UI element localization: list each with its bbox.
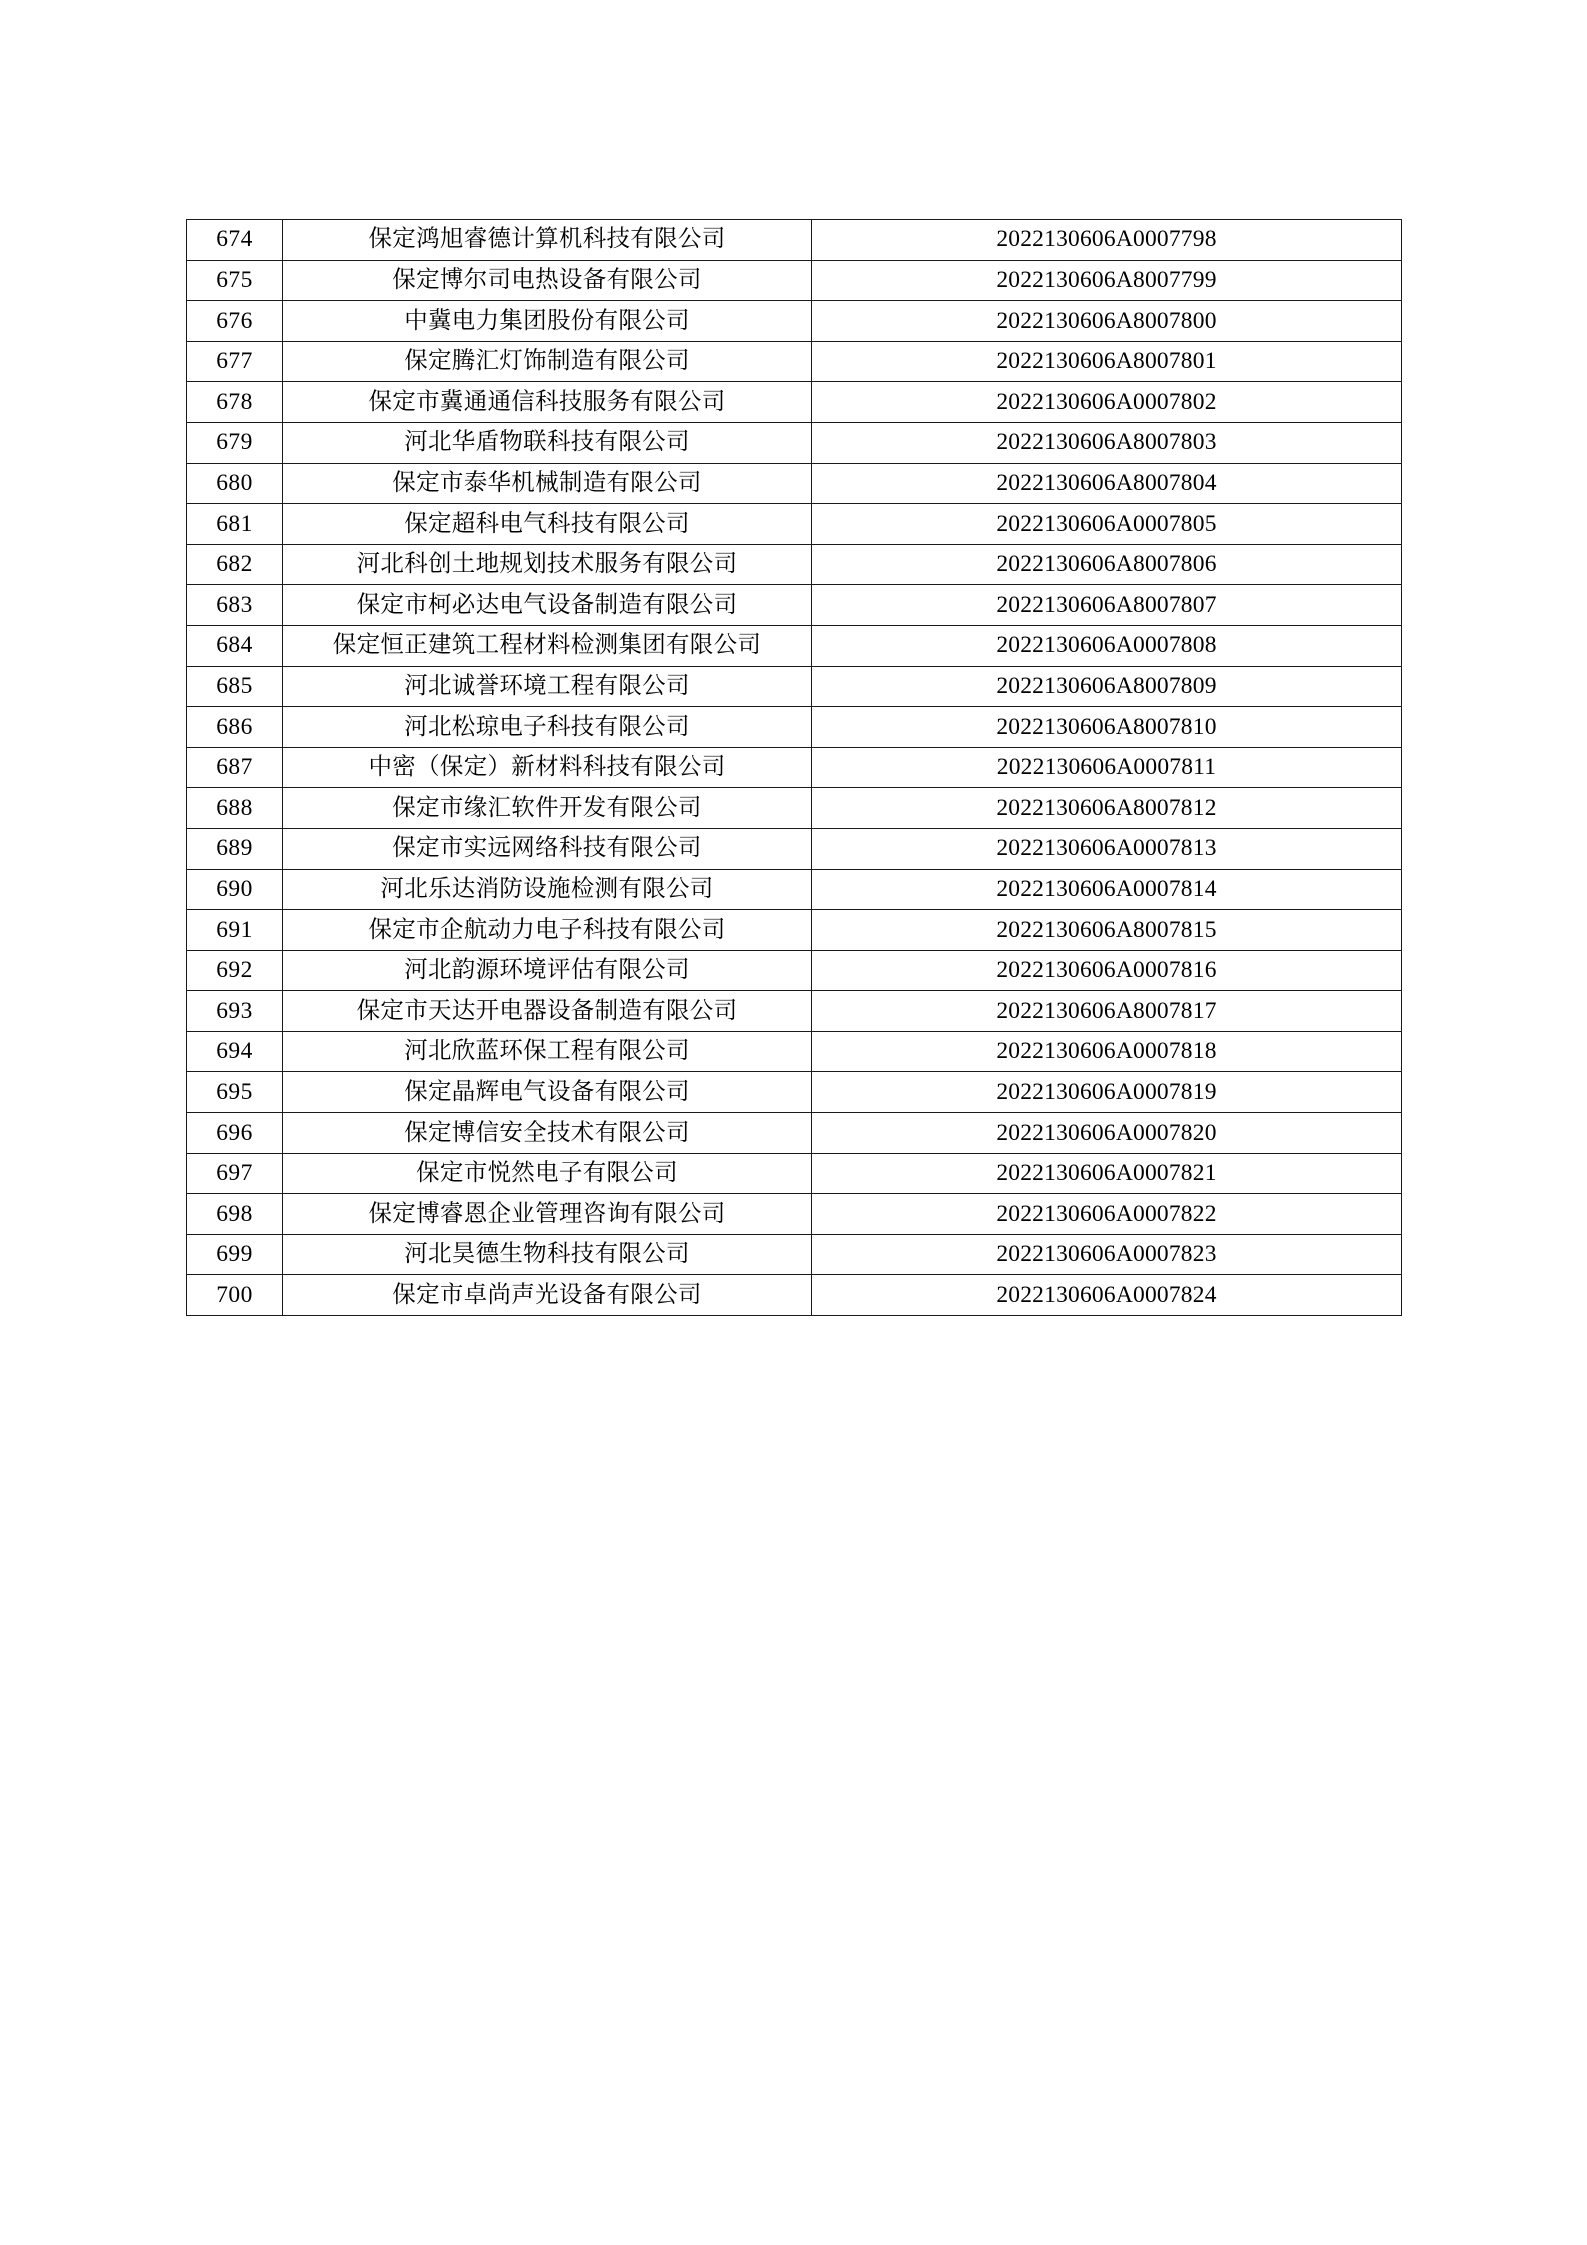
cell-company-name: 河北韵源环境评估有限公司 bbox=[283, 950, 812, 991]
cell-company-name: 保定市企航动力电子科技有限公司 bbox=[283, 910, 812, 951]
cell-company-name: 保定鸿旭睿德计算机科技有限公司 bbox=[283, 220, 812, 261]
cell-company-name: 保定博睿恩企业管理咨询有限公司 bbox=[283, 1194, 812, 1235]
cell-sequence-number: 695 bbox=[187, 1072, 283, 1113]
table-row bbox=[187, 544, 1402, 585]
cell-registration-code: 2022130606A0007798 bbox=[812, 220, 1402, 261]
cell-registration-code: 2022130606A8007812 bbox=[812, 788, 1402, 829]
table-row bbox=[187, 1031, 1402, 1072]
cell-sequence-number: 693 bbox=[187, 991, 283, 1032]
cell-registration-code: 2022130606A8007817 bbox=[812, 991, 1402, 1032]
cell-company-name: 河北科创土地规划技术服务有限公司 bbox=[283, 544, 812, 585]
cell-company-name: 保定博信安全技术有限公司 bbox=[283, 1113, 812, 1154]
registry-table bbox=[186, 219, 1402, 1316]
cell-registration-code: 2022130606A0007822 bbox=[812, 1194, 1402, 1235]
registry-table-body bbox=[187, 220, 1402, 1316]
cell-company-name: 保定博尔司电热设备有限公司 bbox=[283, 260, 812, 301]
table-row bbox=[187, 382, 1402, 423]
cell-registration-code: 2022130606A0007821 bbox=[812, 1153, 1402, 1194]
cell-company-name: 河北诚誉环境工程有限公司 bbox=[283, 666, 812, 707]
cell-company-name: 中密（保定）新材料科技有限公司 bbox=[283, 747, 812, 788]
cell-registration-code: 2022130606A0007823 bbox=[812, 1234, 1402, 1275]
cell-company-name: 保定晶辉电气设备有限公司 bbox=[283, 1072, 812, 1113]
table-row bbox=[187, 1275, 1402, 1316]
cell-sequence-number: 690 bbox=[187, 869, 283, 910]
cell-sequence-number: 681 bbox=[187, 504, 283, 545]
cell-registration-code: 2022130606A0007802 bbox=[812, 382, 1402, 423]
cell-registration-code: 2022130606A0007824 bbox=[812, 1275, 1402, 1316]
table-row bbox=[187, 869, 1402, 910]
cell-registration-code: 2022130606A8007810 bbox=[812, 707, 1402, 748]
cell-company-name: 保定市卓尚声光设备有限公司 bbox=[283, 1275, 812, 1316]
cell-sequence-number: 688 bbox=[187, 788, 283, 829]
cell-registration-code: 2022130606A8007799 bbox=[812, 260, 1402, 301]
table-row bbox=[187, 625, 1402, 666]
table-row bbox=[187, 991, 1402, 1032]
cell-sequence-number: 682 bbox=[187, 544, 283, 585]
table-row bbox=[187, 828, 1402, 869]
table-row bbox=[187, 747, 1402, 788]
table-row bbox=[187, 220, 1402, 261]
cell-registration-code: 2022130606A0007816 bbox=[812, 950, 1402, 991]
registry-table-container bbox=[186, 219, 1401, 1316]
table-row bbox=[187, 301, 1402, 342]
cell-sequence-number: 700 bbox=[187, 1275, 283, 1316]
table-row bbox=[187, 463, 1402, 504]
cell-sequence-number: 685 bbox=[187, 666, 283, 707]
cell-company-name: 保定市缘汇软件开发有限公司 bbox=[283, 788, 812, 829]
cell-sequence-number: 677 bbox=[187, 341, 283, 382]
cell-registration-code: 2022130606A8007804 bbox=[812, 463, 1402, 504]
cell-sequence-number: 678 bbox=[187, 382, 283, 423]
cell-registration-code: 2022130606A0007818 bbox=[812, 1031, 1402, 1072]
cell-sequence-number: 680 bbox=[187, 463, 283, 504]
cell-sequence-number: 689 bbox=[187, 828, 283, 869]
table-row bbox=[187, 788, 1402, 829]
cell-sequence-number: 699 bbox=[187, 1234, 283, 1275]
cell-registration-code: 2022130606A8007803 bbox=[812, 422, 1402, 463]
table-row bbox=[187, 1153, 1402, 1194]
cell-sequence-number: 686 bbox=[187, 707, 283, 748]
cell-sequence-number: 674 bbox=[187, 220, 283, 261]
cell-registration-code: 2022130606A0007819 bbox=[812, 1072, 1402, 1113]
cell-company-name: 河北松琼电子科技有限公司 bbox=[283, 707, 812, 748]
cell-registration-code: 2022130606A0007808 bbox=[812, 625, 1402, 666]
cell-registration-code: 2022130606A8007815 bbox=[812, 910, 1402, 951]
cell-registration-code: 2022130606A8007801 bbox=[812, 341, 1402, 382]
table-row bbox=[187, 1234, 1402, 1275]
cell-sequence-number: 692 bbox=[187, 950, 283, 991]
table-row bbox=[187, 910, 1402, 951]
table-row bbox=[187, 504, 1402, 545]
table-row bbox=[187, 585, 1402, 626]
cell-registration-code: 2022130606A8007806 bbox=[812, 544, 1402, 585]
cell-registration-code: 2022130606A0007814 bbox=[812, 869, 1402, 910]
table-row bbox=[187, 1113, 1402, 1154]
table-row bbox=[187, 666, 1402, 707]
cell-company-name: 保定市柯必达电气设备制造有限公司 bbox=[283, 585, 812, 626]
cell-sequence-number: 698 bbox=[187, 1194, 283, 1235]
cell-registration-code: 2022130606A0007805 bbox=[812, 504, 1402, 545]
cell-company-name: 中冀电力集团股份有限公司 bbox=[283, 301, 812, 342]
cell-sequence-number: 687 bbox=[187, 747, 283, 788]
cell-sequence-number: 679 bbox=[187, 422, 283, 463]
table-row bbox=[187, 341, 1402, 382]
cell-sequence-number: 694 bbox=[187, 1031, 283, 1072]
cell-sequence-number: 675 bbox=[187, 260, 283, 301]
cell-company-name: 河北乐达消防设施检测有限公司 bbox=[283, 869, 812, 910]
cell-registration-code: 2022130606A8007809 bbox=[812, 666, 1402, 707]
table-row bbox=[187, 707, 1402, 748]
table-row bbox=[187, 1194, 1402, 1235]
table-row bbox=[187, 1072, 1402, 1113]
cell-company-name: 保定市冀通通信科技服务有限公司 bbox=[283, 382, 812, 423]
cell-sequence-number: 691 bbox=[187, 910, 283, 951]
cell-company-name: 保定市天达开电器设备制造有限公司 bbox=[283, 991, 812, 1032]
table-row bbox=[187, 422, 1402, 463]
cell-registration-code: 2022130606A8007800 bbox=[812, 301, 1402, 342]
cell-registration-code: 2022130606A8007807 bbox=[812, 585, 1402, 626]
table-row bbox=[187, 950, 1402, 991]
cell-company-name: 保定腾汇灯饰制造有限公司 bbox=[283, 341, 812, 382]
cell-company-name: 保定恒正建筑工程材料检测集团有限公司 bbox=[283, 625, 812, 666]
cell-sequence-number: 684 bbox=[187, 625, 283, 666]
cell-company-name: 河北华盾物联科技有限公司 bbox=[283, 422, 812, 463]
cell-sequence-number: 697 bbox=[187, 1153, 283, 1194]
cell-company-name: 保定超科电气科技有限公司 bbox=[283, 504, 812, 545]
table-row bbox=[187, 260, 1402, 301]
cell-company-name: 保定市泰华机械制造有限公司 bbox=[283, 463, 812, 504]
cell-registration-code: 2022130606A0007811 bbox=[812, 747, 1402, 788]
cell-company-name: 河北昊德生物科技有限公司 bbox=[283, 1234, 812, 1275]
cell-sequence-number: 696 bbox=[187, 1113, 283, 1154]
cell-company-name: 保定市悦然电子有限公司 bbox=[283, 1153, 812, 1194]
cell-registration-code: 2022130606A0007820 bbox=[812, 1113, 1402, 1154]
cell-sequence-number: 683 bbox=[187, 585, 283, 626]
cell-company-name: 河北欣蓝环保工程有限公司 bbox=[283, 1031, 812, 1072]
cell-company-name: 保定市实远网络科技有限公司 bbox=[283, 828, 812, 869]
cell-sequence-number: 676 bbox=[187, 301, 283, 342]
cell-registration-code: 2022130606A0007813 bbox=[812, 828, 1402, 869]
